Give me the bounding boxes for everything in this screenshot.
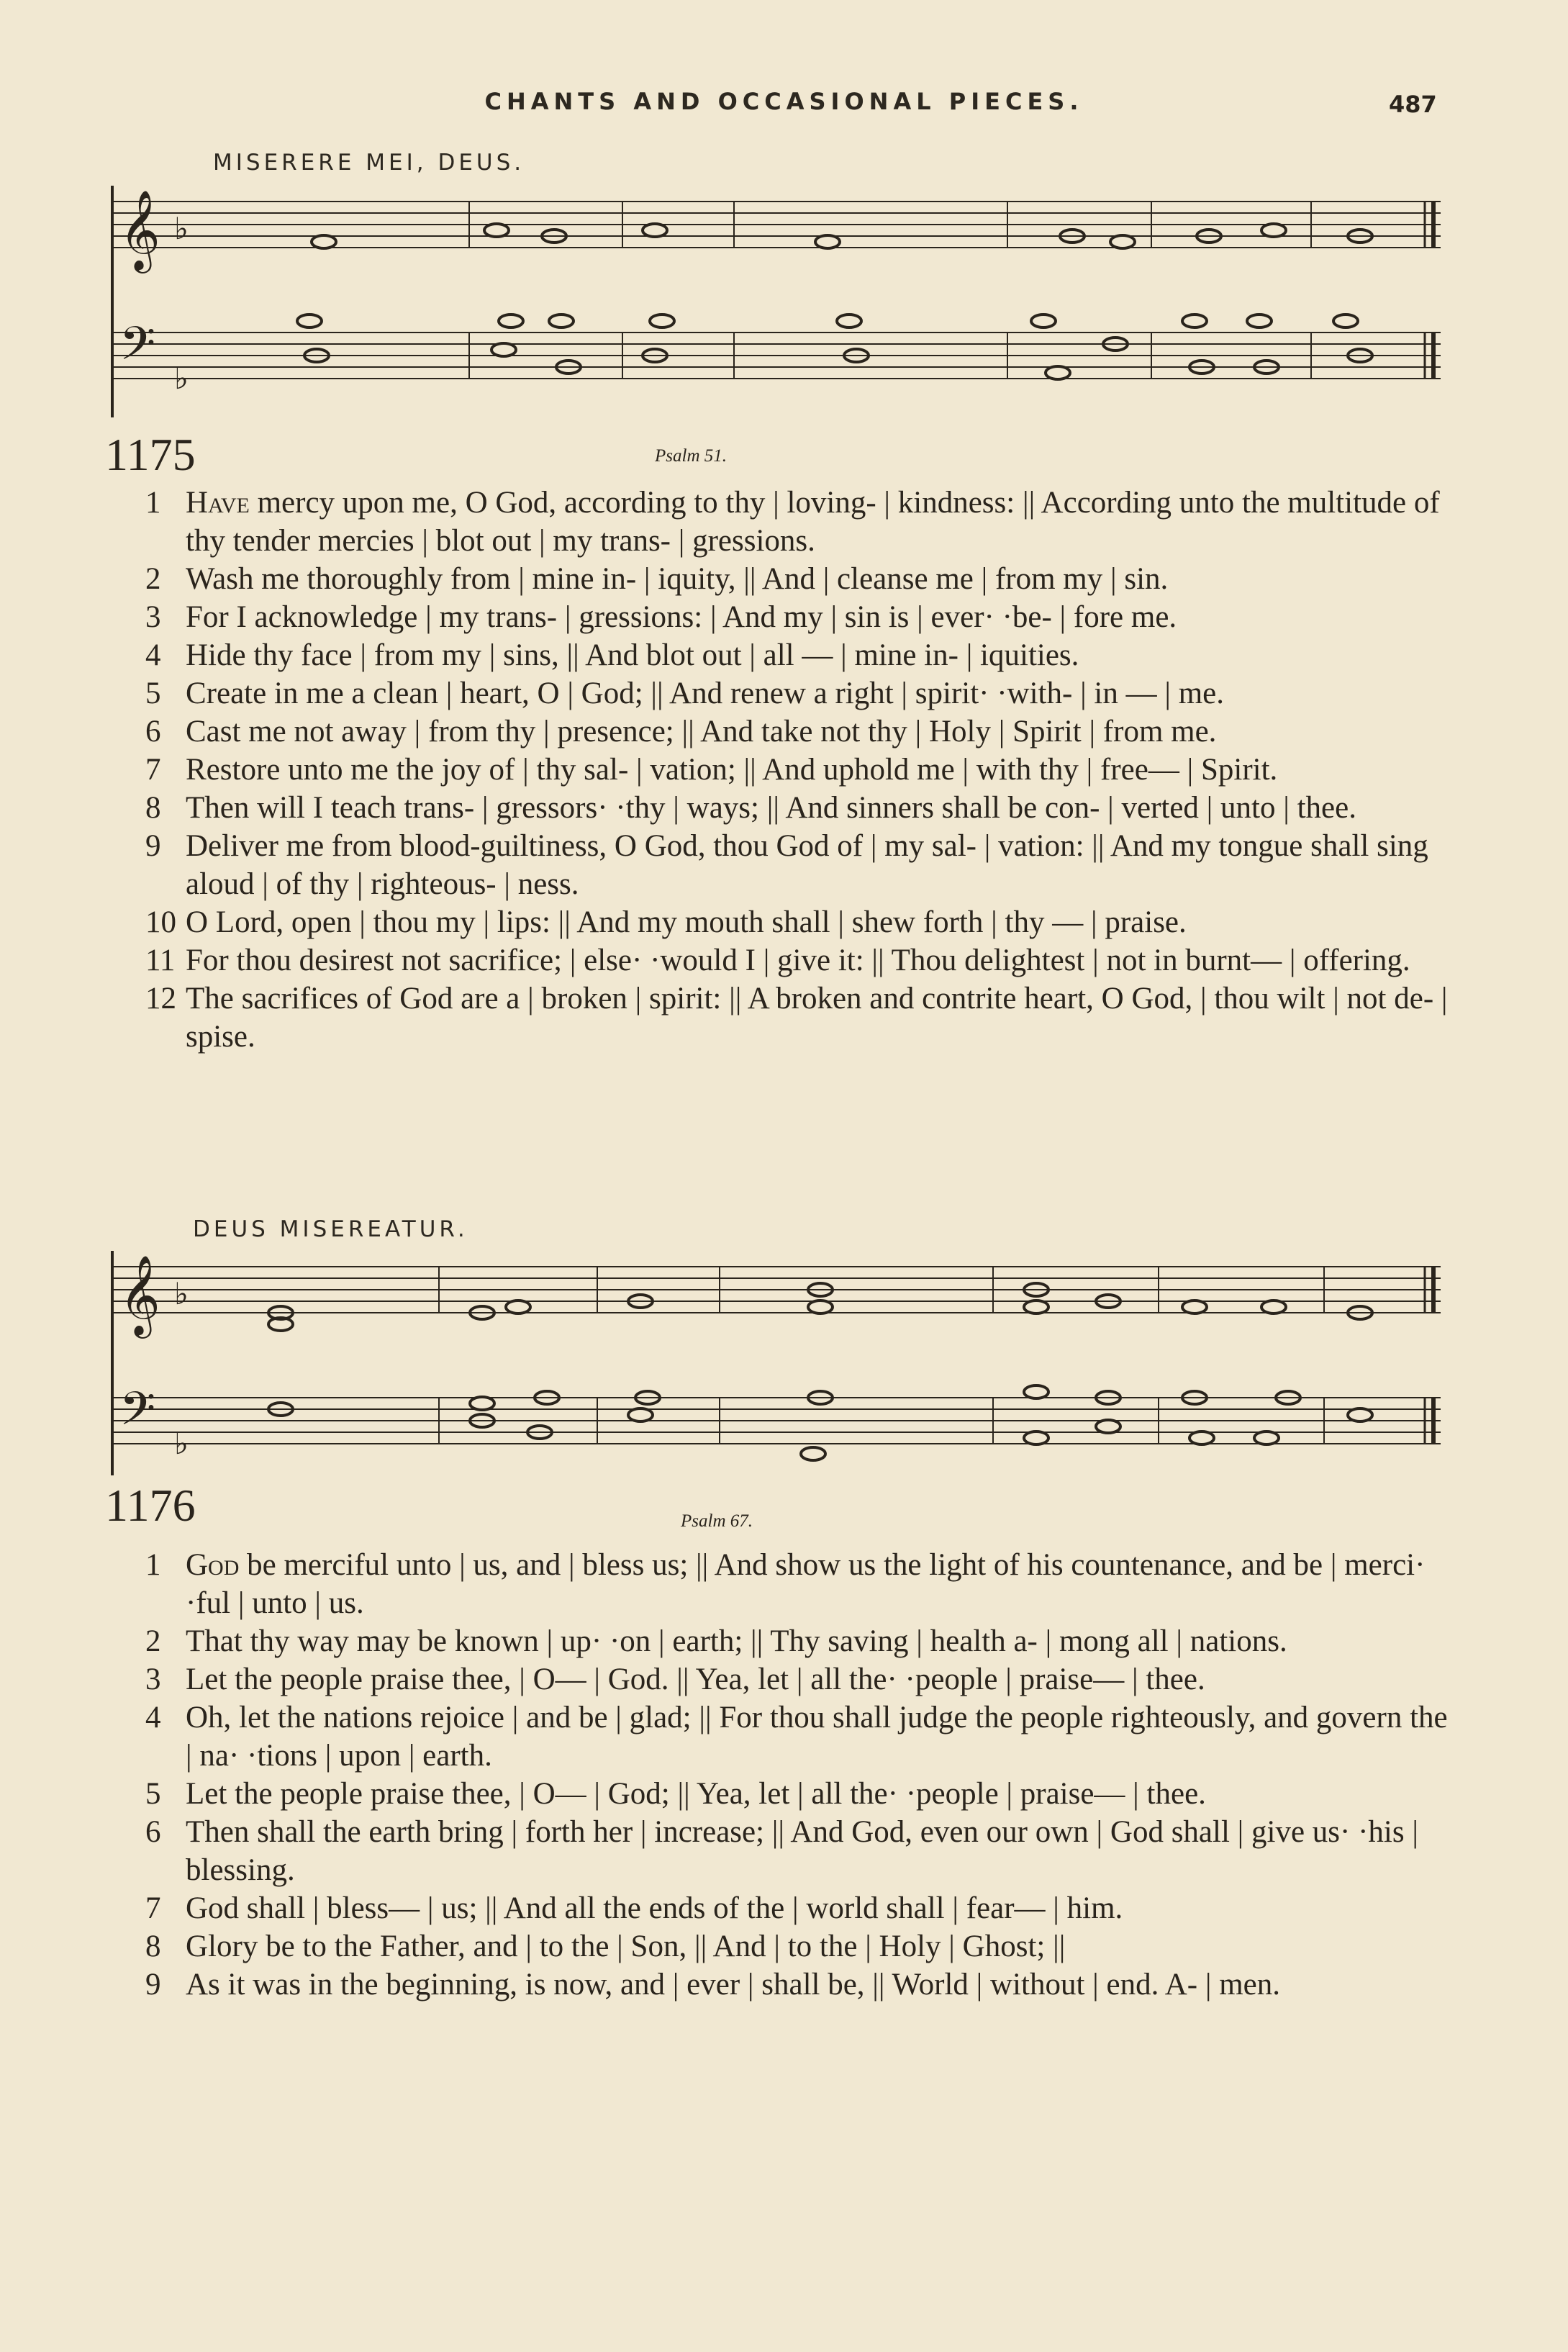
verse: 7 Restore unto me the joy of | thy sal- | vation; || And uphold me | with thy | free— | Spirit.	[145, 753, 1278, 787]
chant-title-miserere: MISERERE MEI, DEUS.	[213, 150, 525, 176]
verse: 9 As it was in the beginning, is now, and | ever | shall be, || World | without | end. A- | men.	[145, 1968, 1280, 2002]
hymn-number-1176: 1176	[105, 1480, 196, 1531]
page-number: 487	[1389, 91, 1437, 118]
verse: 6 Then shall the earth bring | forth her | increase; || And God, even our own | God shall | give us· ·his | blessing.	[145, 1815, 1418, 1887]
verse: 5 Let the people praise thee, | O— | God; || Yea, let | all the· ·people | praise— | thee.	[145, 1777, 1206, 1811]
verse: 4 Oh, let the nations rejoice | and be | glad; || For thou shall judge the people righteously, and govern the | na· ·tions | upon | earth.	[145, 1701, 1448, 1773]
svg-text:𝄞: 𝄞	[119, 189, 160, 270]
verse: 9 Deliver me from blood-guiltiness, O God, thou God of | my sal- | vation: || And my tongue shall sing aloud | of thy | righteous- | ness.	[145, 829, 1428, 901]
running-head: CHANTS AND OCCASIONAL PIECES.	[484, 88, 1084, 115]
svg-text:𝄞: 𝄞	[119, 1254, 160, 1335]
verse: 2 Wash me thoroughly from | mine in- | iquity, || And | cleanse me | from my | sin.	[145, 562, 1169, 596]
svg-text:♭: ♭	[174, 1276, 189, 1311]
verse: 6 Cast me not away | from thy | presence; || And take not thy | Holy | Spirit | from me.	[145, 715, 1217, 748]
verse: 3 Let the people praise thee, | O— | God. || Yea, let | all the· ·people | praise— | thee.	[145, 1663, 1205, 1696]
svg-text:𝄢: 𝄢	[119, 317, 156, 382]
verse: 2 That thy way may be known | up· ·on | earth; || Thy saving | health a- | mong all | nations.	[145, 1624, 1287, 1658]
svg-text:♭: ♭	[174, 361, 189, 396]
verse: 11 For thou desirest not sacrifice; | else· ·would I | give it: || Thou delightest | not in burnt— | offering.	[145, 944, 1410, 977]
verse: 8 Then will I teach trans- | gressors· ·thy | ways; || And sinners shall be con- | verted | unto | thee.	[145, 791, 1356, 825]
verse: 5 Create in me a clean | heart, O | God; || And renew a right | spirit· ·with- | in — | me.	[145, 677, 1225, 710]
music-score-deus-misereatur	[108, 1245, 1461, 1497]
svg-text:♭: ♭	[174, 211, 189, 246]
psalm-reference-67: Psalm 67.	[681, 1511, 753, 1531]
psalm-reference-51: Psalm 51.	[655, 446, 727, 466]
verse: 8 Glory be to the Father, and | to the | Son, || And | to the | Holy | Ghost; ||	[145, 1930, 1066, 1963]
verse-list-1176	[108, 1546, 1461, 2004]
verse: 7 God shall | bless— | us; || And all the ends of the | world shall | fear— | him.	[145, 1891, 1123, 1925]
chant-title-deus-misereatur: DEUS MISEREATUR.	[193, 1216, 468, 1242]
verse: 3 For I acknowledge | my trans- | gressions: | And my | sin is | ever· ·be- | fore me.	[145, 600, 1177, 634]
verse: 10 O Lord, open | thou my | lips: || And my mouth shall | shew forth | thy — | praise.	[145, 905, 1187, 939]
verse: 1 God be merciful unto | us, and | bless us; || And show us the light of his countenance, and be | merci· ·ful | unto | us.	[145, 1548, 1426, 1620]
verse-list-1175	[108, 484, 1461, 1056]
verse: 1 Have mercy upon me, O God, according to thy | loving- | kindness: || According unto the multitude of thy tender mercies | blot out | my trans- | gressions.	[145, 486, 1440, 558]
hymn-number-1175: 1175	[105, 429, 196, 480]
svg-text:𝄢: 𝄢	[119, 1383, 156, 1447]
verse: 12 The sacrifices of God are a | broken | spirit: || A broken and contrite heart, O God, | thou wilt | not de- | spise.	[145, 982, 1448, 1054]
svg-text:♭: ♭	[174, 1426, 189, 1461]
verse: 4 Hide thy face | from my | sins, || And blot out | all — | mine in- | iquities.	[145, 638, 1079, 672]
music-score-miserere	[108, 180, 1461, 439]
